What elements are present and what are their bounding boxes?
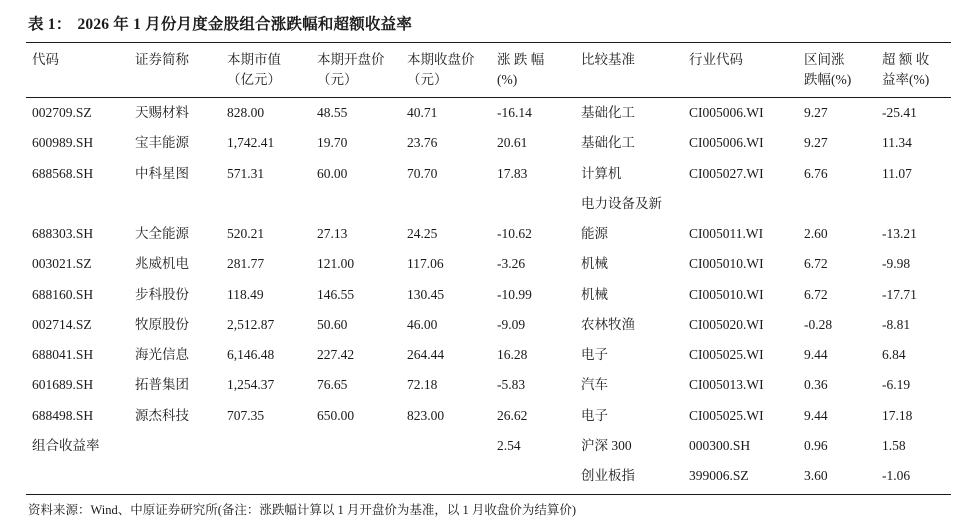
cell-market-value: 828.00	[227, 105, 265, 121]
table-caption	[26, 10, 951, 42]
cell-excess-return: -6.19	[882, 377, 911, 393]
table-row	[26, 401, 951, 431]
cell-close-price	[401, 461, 491, 492]
cell-benchmark: 电子	[581, 407, 608, 423]
cell-security-name	[129, 189, 221, 219]
cell-excess-return	[876, 189, 951, 219]
table-body	[26, 98, 951, 493]
cell-close-price	[401, 189, 491, 219]
cell-code: 600989.SH	[32, 135, 94, 151]
cell-interval-change: 9.44	[804, 407, 828, 423]
table-row	[26, 159, 951, 189]
cell-excess-return: -13.21	[882, 226, 917, 242]
cell-security-name: 步科股份	[135, 286, 189, 302]
cell-interval-change: 6.72	[804, 256, 828, 272]
cell-open-price: 48.55	[317, 105, 348, 121]
table-row	[26, 128, 951, 158]
cell-excess-return: 17.18	[882, 407, 913, 423]
cell-excess-return: 6.84	[882, 347, 906, 363]
cell-excess-return: -8.81	[882, 316, 911, 332]
cell-interval-change: 6.76	[804, 165, 828, 181]
cell-benchmark: 电力设备及新	[581, 195, 662, 211]
table-source-note: 资料来源：Wind、中原证券研究所(备注：涨跌幅计算以 1 月开盘价为基准，以 1 月收盘价为结算价)	[28, 503, 577, 518]
column-header-change-pct: 涨 跌 幅 (%)	[491, 43, 575, 98]
cell-industry-code: CI005011.WI	[689, 226, 764, 242]
cell-open-price: 121.00	[317, 256, 355, 272]
cell-interval-change: 0.36	[804, 377, 828, 393]
cell-code	[26, 189, 129, 219]
cell-close-price: 70.70	[407, 165, 438, 181]
cell-interval-change: 9.44	[804, 347, 828, 363]
cell-benchmark: 机械	[581, 256, 608, 272]
cell-benchmark: 基础化工	[581, 135, 635, 151]
cell-code	[26, 461, 129, 492]
cell-excess-return: 1.58	[882, 437, 906, 453]
cell-excess-return: -25.41	[882, 105, 917, 121]
cell-open-price: 50.60	[317, 316, 348, 332]
cell-change-pct: -16.14	[497, 105, 532, 121]
cell-industry-code: CI005027.WI	[689, 165, 764, 181]
cell-open-price: 146.55	[317, 286, 355, 302]
cell-change-pct: -9.09	[497, 316, 526, 332]
table-row-continuation	[26, 189, 951, 219]
cell-security-name: 牧原股份	[135, 316, 189, 332]
cell-industry-code: CI005010.WI	[689, 256, 764, 272]
cell-security-name: 兆威机电	[135, 256, 189, 272]
cell-code: 002709.SZ	[32, 105, 92, 121]
column-header-open-price: 本期开盘价 （元）	[311, 43, 401, 98]
cell-code: 601689.SH	[32, 377, 94, 393]
cell-market-value: 118.49	[227, 286, 264, 302]
cell-security-name: 中科星图	[135, 165, 189, 181]
cell-market-value	[221, 431, 311, 461]
cell-close-price: 117.06	[407, 256, 444, 272]
cell-close-price: 823.00	[407, 407, 445, 423]
cell-market-value	[221, 189, 311, 219]
cell-interval-change: 9.27	[804, 105, 828, 121]
cell-excess-return: 11.34	[882, 135, 912, 151]
cell-industry-code	[683, 189, 798, 219]
cell-code: 003021.SZ	[32, 256, 92, 272]
cell-open-price: 227.42	[317, 347, 355, 363]
cell-change-pct	[491, 189, 575, 219]
table-row	[26, 98, 951, 129]
cell-interval-change: 3.60	[804, 468, 828, 484]
cell-open-price: 19.70	[317, 135, 348, 151]
cell-interval-change: 2.60	[804, 226, 828, 242]
cell-code: 688568.SH	[32, 165, 94, 181]
column-header-market-value: 本期市值 （亿元）	[221, 43, 311, 98]
column-header-code: 代码	[26, 43, 129, 98]
cell-security-name: 拓普集团	[135, 377, 189, 393]
cell-market-value: 6,146.48	[227, 347, 275, 363]
cell-market-value: 520.21	[227, 226, 265, 242]
cell-change-pct: -10.62	[497, 226, 532, 242]
table-row-benchmark-index	[26, 461, 951, 492]
cell-excess-return: -9.98	[882, 256, 911, 272]
cell-open-price: 76.65	[317, 377, 348, 393]
cell-close-price: 23.76	[407, 135, 438, 151]
cell-benchmark: 创业板指	[581, 468, 635, 484]
cell-close-price: 46.00	[407, 316, 438, 332]
cell-open-price	[311, 431, 401, 461]
cell-close-price: 130.45	[407, 286, 445, 302]
cell-market-value: 571.31	[227, 165, 265, 181]
cell-code: 002714.SZ	[32, 316, 92, 332]
table-caption-label: 表 1：	[28, 16, 72, 33]
cell-benchmark: 基础化工	[581, 105, 635, 121]
cell-industry-code: CI005010.WI	[689, 286, 764, 302]
cell-industry-code: CI005006.WI	[689, 135, 764, 151]
cell-security-name: 大全能源	[135, 226, 189, 242]
cell-open-price	[311, 189, 401, 219]
cell-security-name	[129, 431, 221, 461]
cell-change-pct	[491, 461, 575, 492]
cell-industry-code: 399006.SZ	[689, 468, 749, 484]
cell-change-pct: 16.28	[497, 347, 528, 363]
cell-change-pct: -3.26	[497, 256, 526, 272]
cell-market-value: 2,512.87	[227, 316, 275, 332]
cell-benchmark: 汽车	[581, 377, 608, 393]
cell-interval-change: 6.72	[804, 286, 828, 302]
cell-excess-return: -17.71	[882, 286, 917, 302]
cell-market-value: 281.77	[227, 256, 265, 272]
cell-close-price: 24.25	[407, 226, 438, 242]
column-header-close-price: 本期收盘价 （元）	[401, 43, 491, 98]
table-row	[26, 219, 951, 249]
cell-market-value: 1,742.41	[227, 135, 275, 151]
cell-security-name: 宝丰能源	[135, 135, 189, 151]
cell-code: 688160.SH	[32, 286, 94, 302]
cell-market-value: 707.35	[227, 407, 265, 423]
column-header-interval-change: 区间涨 跌幅(%)	[798, 43, 876, 98]
table-row	[26, 340, 951, 370]
table-caption-text: 2026 年 1 月份月度金股组合涨跌幅和超额收益率	[77, 16, 413, 33]
cell-excess-return: 11.07	[882, 165, 912, 181]
cell-code: 688498.SH	[32, 407, 94, 423]
cell-open-price: 27.13	[317, 226, 348, 242]
cell-industry-code: 000300.SH	[689, 437, 751, 453]
stock-portfolio-table	[26, 42, 951, 492]
cell-interval-change	[798, 189, 876, 219]
cell-change-pct: -5.83	[497, 377, 526, 393]
cell-market-value: 1,254.37	[227, 377, 275, 393]
cell-security-name	[129, 461, 221, 492]
cell-market-value	[221, 461, 311, 492]
table-header-row	[26, 43, 951, 98]
cell-change-pct: 17.83	[497, 165, 528, 181]
cell-benchmark: 计算机	[581, 165, 622, 181]
cell-industry-code: CI005025.WI	[689, 407, 764, 423]
table-row	[26, 280, 951, 310]
column-header-security-name: 证券简称	[129, 43, 221, 98]
cell-interval-change: 9.27	[804, 135, 828, 151]
cell-benchmark: 机械	[581, 286, 608, 302]
cell-security-name: 海光信息	[135, 347, 189, 363]
table-header	[26, 43, 951, 98]
cell-benchmark: 能源	[581, 226, 608, 242]
column-header-excess-return: 超 额 收 益率(%)	[876, 43, 951, 98]
cell-code: 688041.SH	[32, 347, 94, 363]
cell-close-price: 72.18	[407, 377, 438, 393]
column-header-industry-code: 行业代码	[683, 43, 798, 98]
cell-open-price	[311, 461, 401, 492]
cell-benchmark: 沪深 300	[581, 437, 632, 453]
cell-close-price	[401, 431, 491, 461]
cell-benchmark: 电子	[581, 347, 608, 363]
cell-industry-code: CI005020.WI	[689, 316, 764, 332]
cell-code: 组合收益率	[32, 437, 100, 453]
cell-industry-code: CI005025.WI	[689, 347, 764, 363]
cell-open-price: 650.00	[317, 407, 355, 423]
table-row	[26, 370, 951, 400]
cell-open-price: 60.00	[317, 165, 348, 181]
table-row	[26, 249, 951, 279]
cell-change-pct: -10.99	[497, 286, 532, 302]
cell-close-price: 264.44	[407, 347, 445, 363]
cell-security-name: 源杰科技	[135, 407, 189, 423]
cell-industry-code: CI005006.WI	[689, 105, 764, 121]
cell-benchmark: 农林牧渔	[581, 316, 635, 332]
cell-close-price: 40.71	[407, 105, 438, 121]
cell-security-name: 天赐材料	[135, 105, 189, 121]
cell-interval-change: -0.28	[804, 316, 833, 332]
cell-change-pct: 26.62	[497, 407, 528, 423]
cell-code: 688303.SH	[32, 226, 94, 242]
table-row-portfolio-return	[26, 431, 951, 461]
cell-change-pct: 20.61	[497, 135, 528, 151]
table-row	[26, 310, 951, 340]
cell-change-pct: 2.54	[497, 437, 521, 453]
cell-industry-code: CI005013.WI	[689, 377, 764, 393]
cell-excess-return: -1.06	[882, 468, 911, 484]
cell-interval-change: 0.96	[804, 437, 828, 453]
column-header-benchmark: 比较基准	[575, 43, 683, 98]
